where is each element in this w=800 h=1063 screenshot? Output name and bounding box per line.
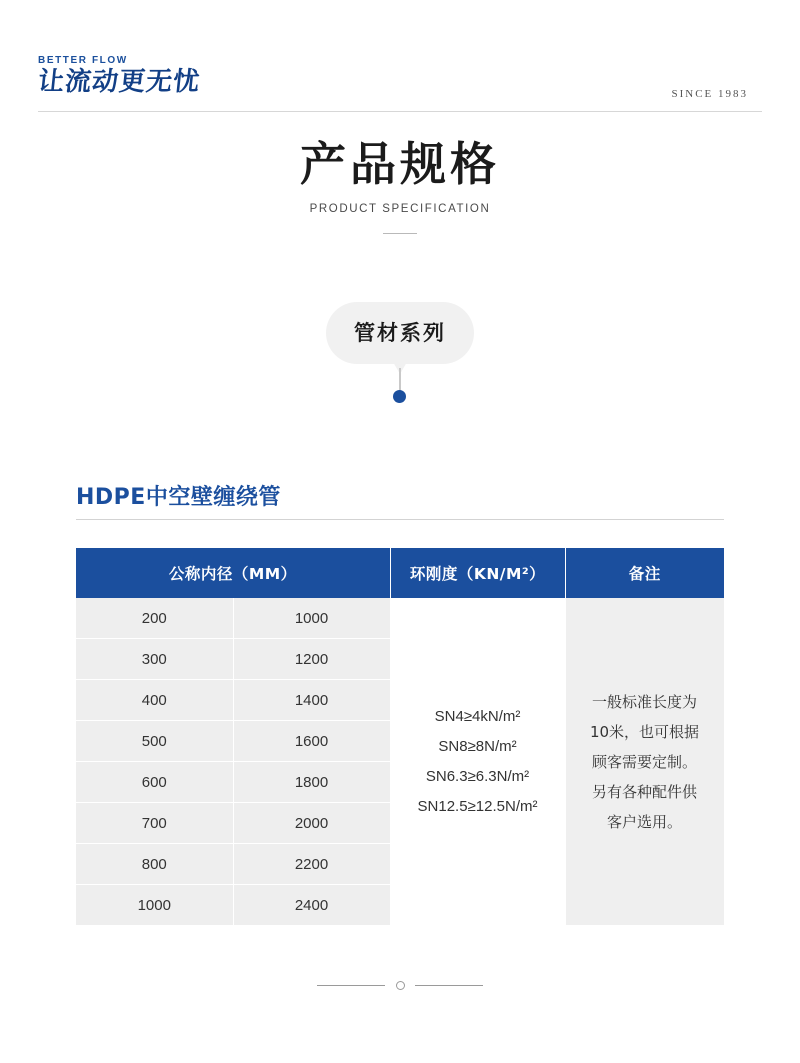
cell-diameter-left: 400 xyxy=(76,680,233,721)
title-dash-ornament xyxy=(383,233,417,234)
brand-tagline-cn: 让流动更无忧 xyxy=(36,67,202,97)
cell-diameter-right: 1000 xyxy=(233,598,390,639)
cell-remark: 一般标准长度为10米，也可根据顾客需要定制。另有各种配件供客户选用。 xyxy=(565,598,724,926)
cell-diameter-left: 800 xyxy=(76,844,233,885)
cell-diameter-left: 200 xyxy=(76,598,233,639)
column-header-remark: 备注 xyxy=(565,548,724,598)
stiffness-line: SN8≥8N/m² xyxy=(438,737,517,755)
page-subtitle: PRODUCT SPECIFICATION xyxy=(309,202,491,215)
cell-diameter-left: 500 xyxy=(76,721,233,762)
stiffness-line: SN4≥4kN/m² xyxy=(434,707,521,725)
series-badge-wrap xyxy=(0,302,800,364)
cell-diameter-right: 1200 xyxy=(233,639,390,680)
cell-diameter-right: 1400 xyxy=(233,680,390,721)
table-header-row xyxy=(76,548,724,598)
header-divider xyxy=(38,111,762,112)
section-divider xyxy=(76,519,724,520)
stiffness-line: SN12.5≥12.5N/m² xyxy=(417,797,538,815)
cell-diameter-left: 700 xyxy=(76,803,233,844)
page-title: 产品规格 xyxy=(300,137,500,191)
badge-connector-dot xyxy=(393,390,406,403)
cell-diameter-left: 1000 xyxy=(76,885,233,926)
since-label: SINCE 1983 xyxy=(671,88,748,100)
footer-ornament-right-bar xyxy=(415,985,483,986)
cell-diameter-right: 2400 xyxy=(233,885,390,926)
brand-tagline-en: BETTER FLOW xyxy=(38,55,128,66)
cell-diameter-right: 2200 xyxy=(233,844,390,885)
series-badge xyxy=(326,302,474,364)
cell-diameter-left: 600 xyxy=(76,762,233,803)
cell-stiffness xyxy=(390,598,565,926)
table-row xyxy=(76,598,724,639)
page-title-block xyxy=(0,138,800,234)
footer-ornament-left-bar xyxy=(317,985,385,986)
cell-diameter-right: 1600 xyxy=(233,721,390,762)
footer-ornament xyxy=(0,977,800,995)
table-body xyxy=(76,598,724,926)
section-title: HDPE中空壁缠绕管 xyxy=(76,485,281,510)
column-header-stiffness: 环刚度（KN/M²） xyxy=(390,548,565,598)
cell-diameter-right: 2000 xyxy=(233,803,390,844)
column-header-diameter: 公称内径（MM） xyxy=(76,548,390,598)
cell-diameter-left: 300 xyxy=(76,639,233,680)
footer-ornament-circle xyxy=(396,981,405,990)
page-header xyxy=(0,0,800,118)
specification-table xyxy=(76,548,725,926)
series-badge-label: 管材系列 xyxy=(354,321,446,345)
cell-diameter-right: 1800 xyxy=(233,762,390,803)
brand-logo xyxy=(38,55,368,97)
stiffness-line: SN6.3≥6.3N/m² xyxy=(425,767,530,785)
